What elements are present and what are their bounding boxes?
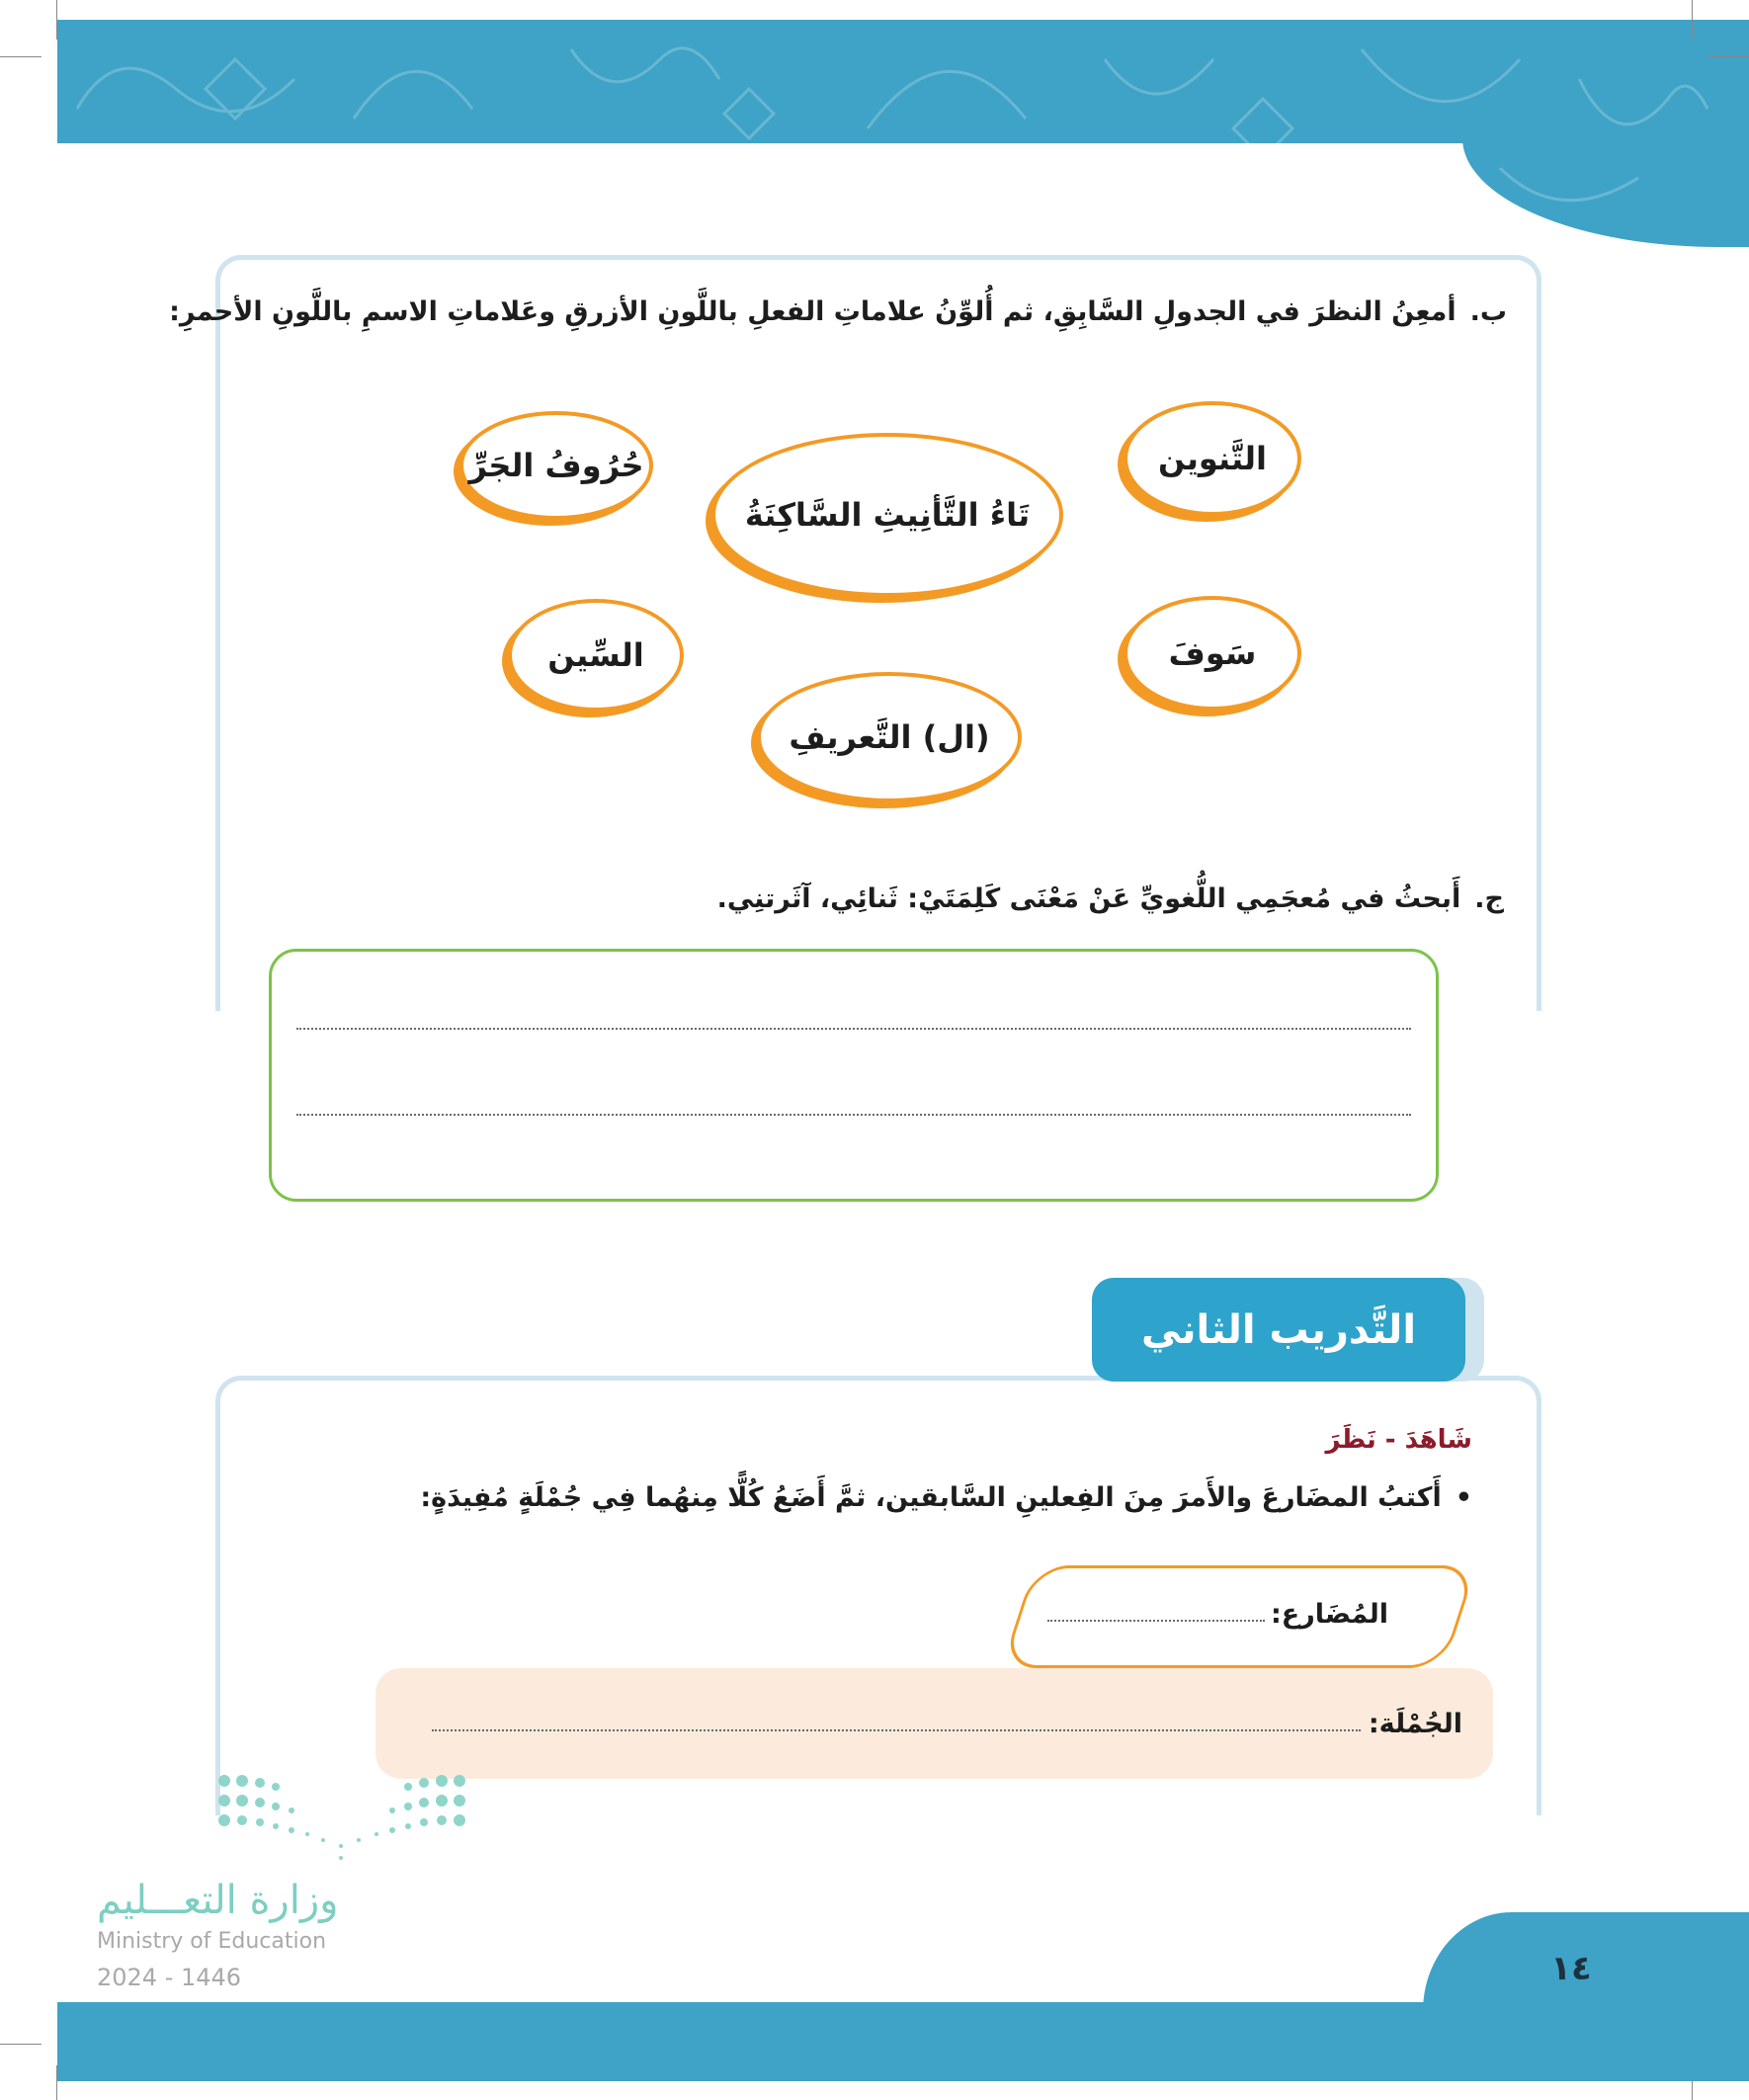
answer-line-1[interactable] — [296, 1028, 1411, 1030]
ministry-name-en: Ministry of Education — [97, 1929, 327, 1954]
bullet-icon: • — [1455, 1482, 1472, 1513]
exercise-b-text: أمعِنُ النظرَ في الجدولِ السَّابِقِ، ثم أُلوِّنُ علاماتِ الفعلِ باللَّونِ الأزرقِ وعَلاماتِ الاسمِ باللَّونِ الأحمرِ: — [169, 296, 1457, 327]
bubble-seen[interactable] — [508, 599, 684, 712]
bottom-banner — [57, 2002, 1749, 2081]
exercise-c-letter: ج. — [1474, 883, 1504, 914]
mudari-input-line[interactable] — [1047, 1620, 1265, 1622]
verbs-label: شَاهَدَ - نَظَرَ — [1325, 1425, 1472, 1455]
sentence-label: الجُمْلَة: — [1368, 1708, 1462, 1739]
bubble-taa-taneeth-label: تَاءُ التَّأنِيثِ السَّاكِنَةُ — [744, 496, 1031, 534]
training-instruction-text: أَكتبُ المضَارعَ والأَمرَ مِنَ الفِعلينِ السَّابقين، ثمَّ أَضَعُ كُلًّا مِنهُما فِي جُمْلَةٍ مُفِيدَةٍ: — [420, 1482, 1442, 1513]
ministry-name-ar: وزارة التعـــليم — [97, 1878, 339, 1923]
bubble-al-tarif-label: (ال) التَّعريفِ — [789, 718, 990, 756]
bubble-sawfa-label: سَوفَ — [1168, 634, 1257, 672]
sentence-input-line[interactable] — [432, 1729, 1361, 1731]
bubble-seen-label: السِّين — [547, 636, 644, 674]
training-instruction — [395, 1482, 1472, 1513]
training-title — [1092, 1278, 1465, 1382]
crop-mark — [1692, 0, 1693, 40]
answer-line-2[interactable] — [296, 1114, 1411, 1116]
calligraphy-pattern — [57, 20, 1749, 237]
training-title-text: التَّدريب الثاني — [1140, 1306, 1417, 1353]
answer-box[interactable] — [269, 949, 1439, 1202]
exercise-c-text: أَبحثُ في مُعجَمِي اللُّغويِّ عَنْ مَعْنَى كَلِمَتَيْ: ثَنائِي، آثَرتنِي. — [716, 883, 1461, 914]
mudari-label: المُضَارع: — [1271, 1598, 1389, 1630]
bubble-tanween[interactable] — [1124, 401, 1301, 516]
page-number: ١٤ — [1550, 1949, 1592, 1988]
exercise-b-letter: ب. — [1469, 296, 1507, 327]
bubble-taa-taneeth[interactable] — [711, 433, 1063, 597]
edition-year: 2024 - 1446 — [97, 1964, 242, 1991]
bubble-al-tarif[interactable] — [757, 672, 1022, 802]
mudari-field[interactable] — [1047, 1565, 1423, 1662]
crop-mark — [56, 0, 57, 40]
sentence-field[interactable] — [415, 1668, 1462, 1779]
crop-mark — [1707, 56, 1749, 57]
bubble-tanween-label: التَّنوين — [1158, 440, 1267, 477]
exercise-c-question — [395, 883, 1504, 914]
crop-mark — [0, 56, 42, 57]
bubble-huroof-jarr[interactable] — [459, 411, 653, 520]
crop-mark — [0, 2044, 42, 2045]
exercise-b-question — [169, 296, 1507, 327]
ministry-logo-dots — [212, 1769, 469, 1864]
bubble-huroof-jarr-label: حُرُوفُ الجَرِّ — [468, 447, 644, 484]
bubble-sawfa[interactable] — [1124, 596, 1301, 711]
